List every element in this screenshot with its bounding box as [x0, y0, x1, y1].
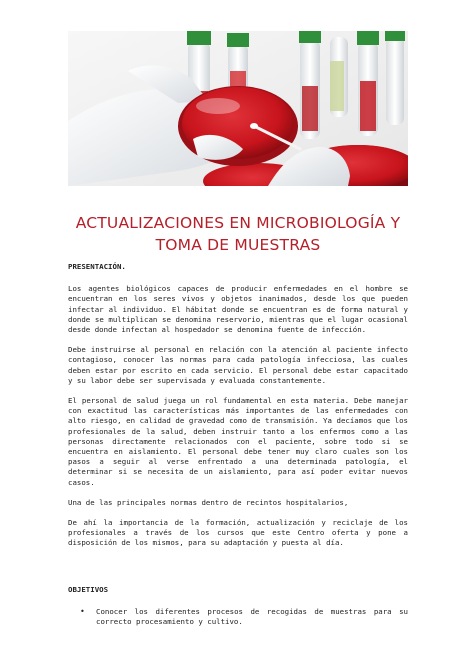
document-body — [68, 262, 408, 627]
objectives-heading: OBJETIVOS — [68, 584, 109, 594]
objective-text: Conocer los diferentes procesos de recogidas de muestras para su correcto procesamiento y cultivo. — [96, 606, 408, 627]
document-title: ACTUALIZACIONES EN MICROBIOLOGÍA Y TOMA DE MUESTRAS — [75, 214, 401, 254]
lab-petri-dish-photo — [68, 31, 408, 186]
paragraph-2: Debe instruirse al personal en relación con la atención al paciente infecto contagioso, conocer las normas para cada patología infecciosa, las cuales deben estar por escrito en cada servicio. El personal debe estar capacitado y su labor debe ser supervisada y evaluada constantemente. — [68, 345, 408, 385]
objectives-list — [68, 607, 408, 627]
bullet-icon: • — [80, 606, 85, 616]
paragraph-4: Una de las principales normas dentro de recintos hospitalarios, — [68, 497, 349, 507]
presentation-heading: PRESENTACIÓN. — [68, 262, 126, 271]
paragraph-1: Los agentes biológicos capaces de producir enfermedades en el hombre se encuentran en los seres vivos y objetos inanimados, desde los que pueden infectar al individuo. El hábitat donde se encuentran es de forma natural y donde se multiplican se denomina reservorio, mientras que el lugar ocasional desde donde infectan al hospedador se denomina fuente de infección. — [68, 284, 408, 335]
paragraph-5: De ahí la importancia de la formación, actualización y reciclaje de los profesionales a través de los cursos que este Centro oferta y pone a disposición de los mismos, para su adaptación y puesta al día. — [68, 518, 408, 548]
paragraph-3: El personal de salud juega un rol fundamental en esta materia. Debe manejar con exactitud las características más importantes de las enfermedades con alto riesgo, en calidad de gravedad como de transmisión. Ya decíamos que los profesionales de la salud, deben instruir tanto a los enfermos como a las personas directamente relacionados con el paciente, sobre todo si se encuentra en aislamiento. El personal debe tener muy claro cuales son los pasos a seguir al verse enfrentado a una determinada patología, el determinar si se necesita de un aislamiento, para así poder evitar nuevos casos. — [68, 396, 408, 487]
list-item — [68, 607, 408, 627]
header-photo — [68, 31, 408, 186]
